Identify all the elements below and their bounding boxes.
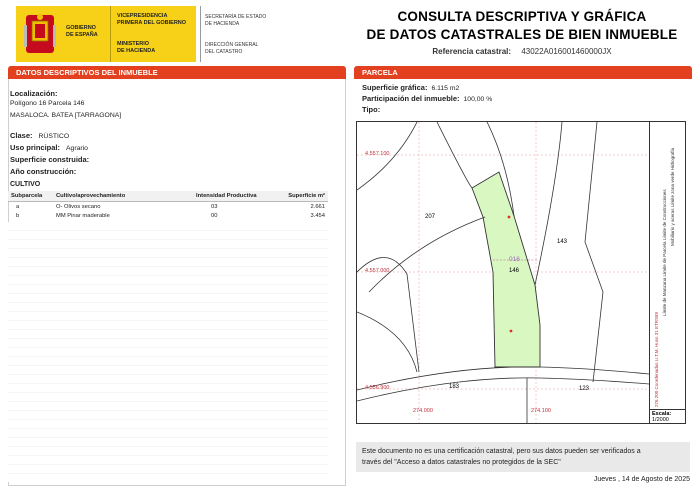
graphic-area-field: Superficie gráfica: 6.115 m2 xyxy=(362,83,460,92)
parcel-label: 143 xyxy=(557,239,568,245)
crop-table-header xyxy=(8,191,328,202)
map-scale: Escala: 1/2000 xyxy=(649,409,685,424)
document-title: CONSULTA DESCRIPTIVA Y GRÁFICA DE DATOS CATASTRALES DE BIEN INMUEBLE xyxy=(366,9,678,42)
reference-label: Referencia catastral: xyxy=(432,47,512,56)
document-date: Jueves , 14 de Agosto de 2025 xyxy=(593,476,690,483)
col-crop: Cultivo/aprovechamiento xyxy=(53,191,193,202)
y-coord-label: 4.557.000 xyxy=(365,268,390,274)
crop-section-title: CULTIVO xyxy=(10,181,41,188)
col-subparcel: Subparcela xyxy=(8,191,53,202)
ministry-block: VICEPRESIDENCIA PRIMERA DEL GOBIERNO MINISTERIO DE HACIENDA xyxy=(110,6,196,62)
utm-coordinates-note: 276.200 Coordenadas U.T.M. Huso 31 ETRS89 xyxy=(654,311,659,407)
table-row: b MM Pinar maderable 00 3.454 xyxy=(16,212,325,219)
col-area: Superficie m² xyxy=(273,191,328,202)
disclaimer-notice: Este documento no es una certificación catastral, pero sus datos pueden ser verificados a través del "Acceso a datos catastrales no protegidos de la SEC" xyxy=(356,442,690,472)
section-parcel: PARCELA xyxy=(354,66,692,79)
empty-table-rows xyxy=(8,222,328,482)
location-label: Localización: xyxy=(10,89,58,98)
legend-item: Hidrografía xyxy=(670,147,675,171)
parcel-label: 183 xyxy=(449,384,460,390)
directorate-block: SECRETARÍA DE ESTADO DE HACIENDA DIRECCIÓN GENERAL DEL CATASTRO xyxy=(200,6,278,62)
coat-of-arms-icon xyxy=(22,11,58,57)
legend-item: Límite de Manzana xyxy=(662,277,667,316)
cadastral-map[interactable] xyxy=(356,121,686,424)
crop-table xyxy=(8,191,328,220)
cadastral-zone-label: 016 xyxy=(509,256,520,263)
x-coord-label: 274.000 xyxy=(413,408,433,414)
parcel-label: 207 xyxy=(425,214,436,220)
legend-item: Límite zona verde xyxy=(670,171,675,208)
x-coord-label: 274.100 xyxy=(531,408,551,414)
legend-item: Límite de Construcciones xyxy=(662,189,667,241)
parcel-label: 146 xyxy=(509,268,520,274)
cadastral-reference xyxy=(360,47,684,56)
table-row: a O- Olivos secano 03 2.661 xyxy=(16,203,325,210)
y-coord-label: 4.557.100 xyxy=(365,151,390,157)
col-intensity: Intensidad Productiva xyxy=(193,191,273,202)
participation-field: Participación del inmueble: 100,00 % xyxy=(362,94,493,103)
type-field: Tipo: xyxy=(362,105,381,114)
built-area-field: Superficie construida: xyxy=(10,155,90,164)
class-field: Clase: RÚSTICO xyxy=(10,131,70,140)
location-line-1: Polígono 16 Parcela 146 xyxy=(10,100,85,107)
section-descriptive-data: DATOS DESCRIPTIVOS DEL INMUEBLE xyxy=(8,66,346,79)
map-legend xyxy=(649,122,685,409)
legend-item: Mobiliario y aceras xyxy=(670,208,675,246)
y-coord-label: 4.556.900 xyxy=(365,385,390,391)
use-field: Uso principal: Agrario xyxy=(10,143,88,152)
map-drawing xyxy=(357,122,649,423)
legend-item: Límite de Parcela xyxy=(662,241,667,277)
reference-value: 43022A016001460000JX xyxy=(521,47,612,56)
parcel-label: 123 xyxy=(579,386,590,392)
government-label: GOBIERNO DE ESPAÑA xyxy=(66,25,98,38)
location-line-2: MASALOCA. BATEA [TARRAGONA] xyxy=(10,112,122,119)
build-year-field: Año construcción: xyxy=(10,167,77,176)
